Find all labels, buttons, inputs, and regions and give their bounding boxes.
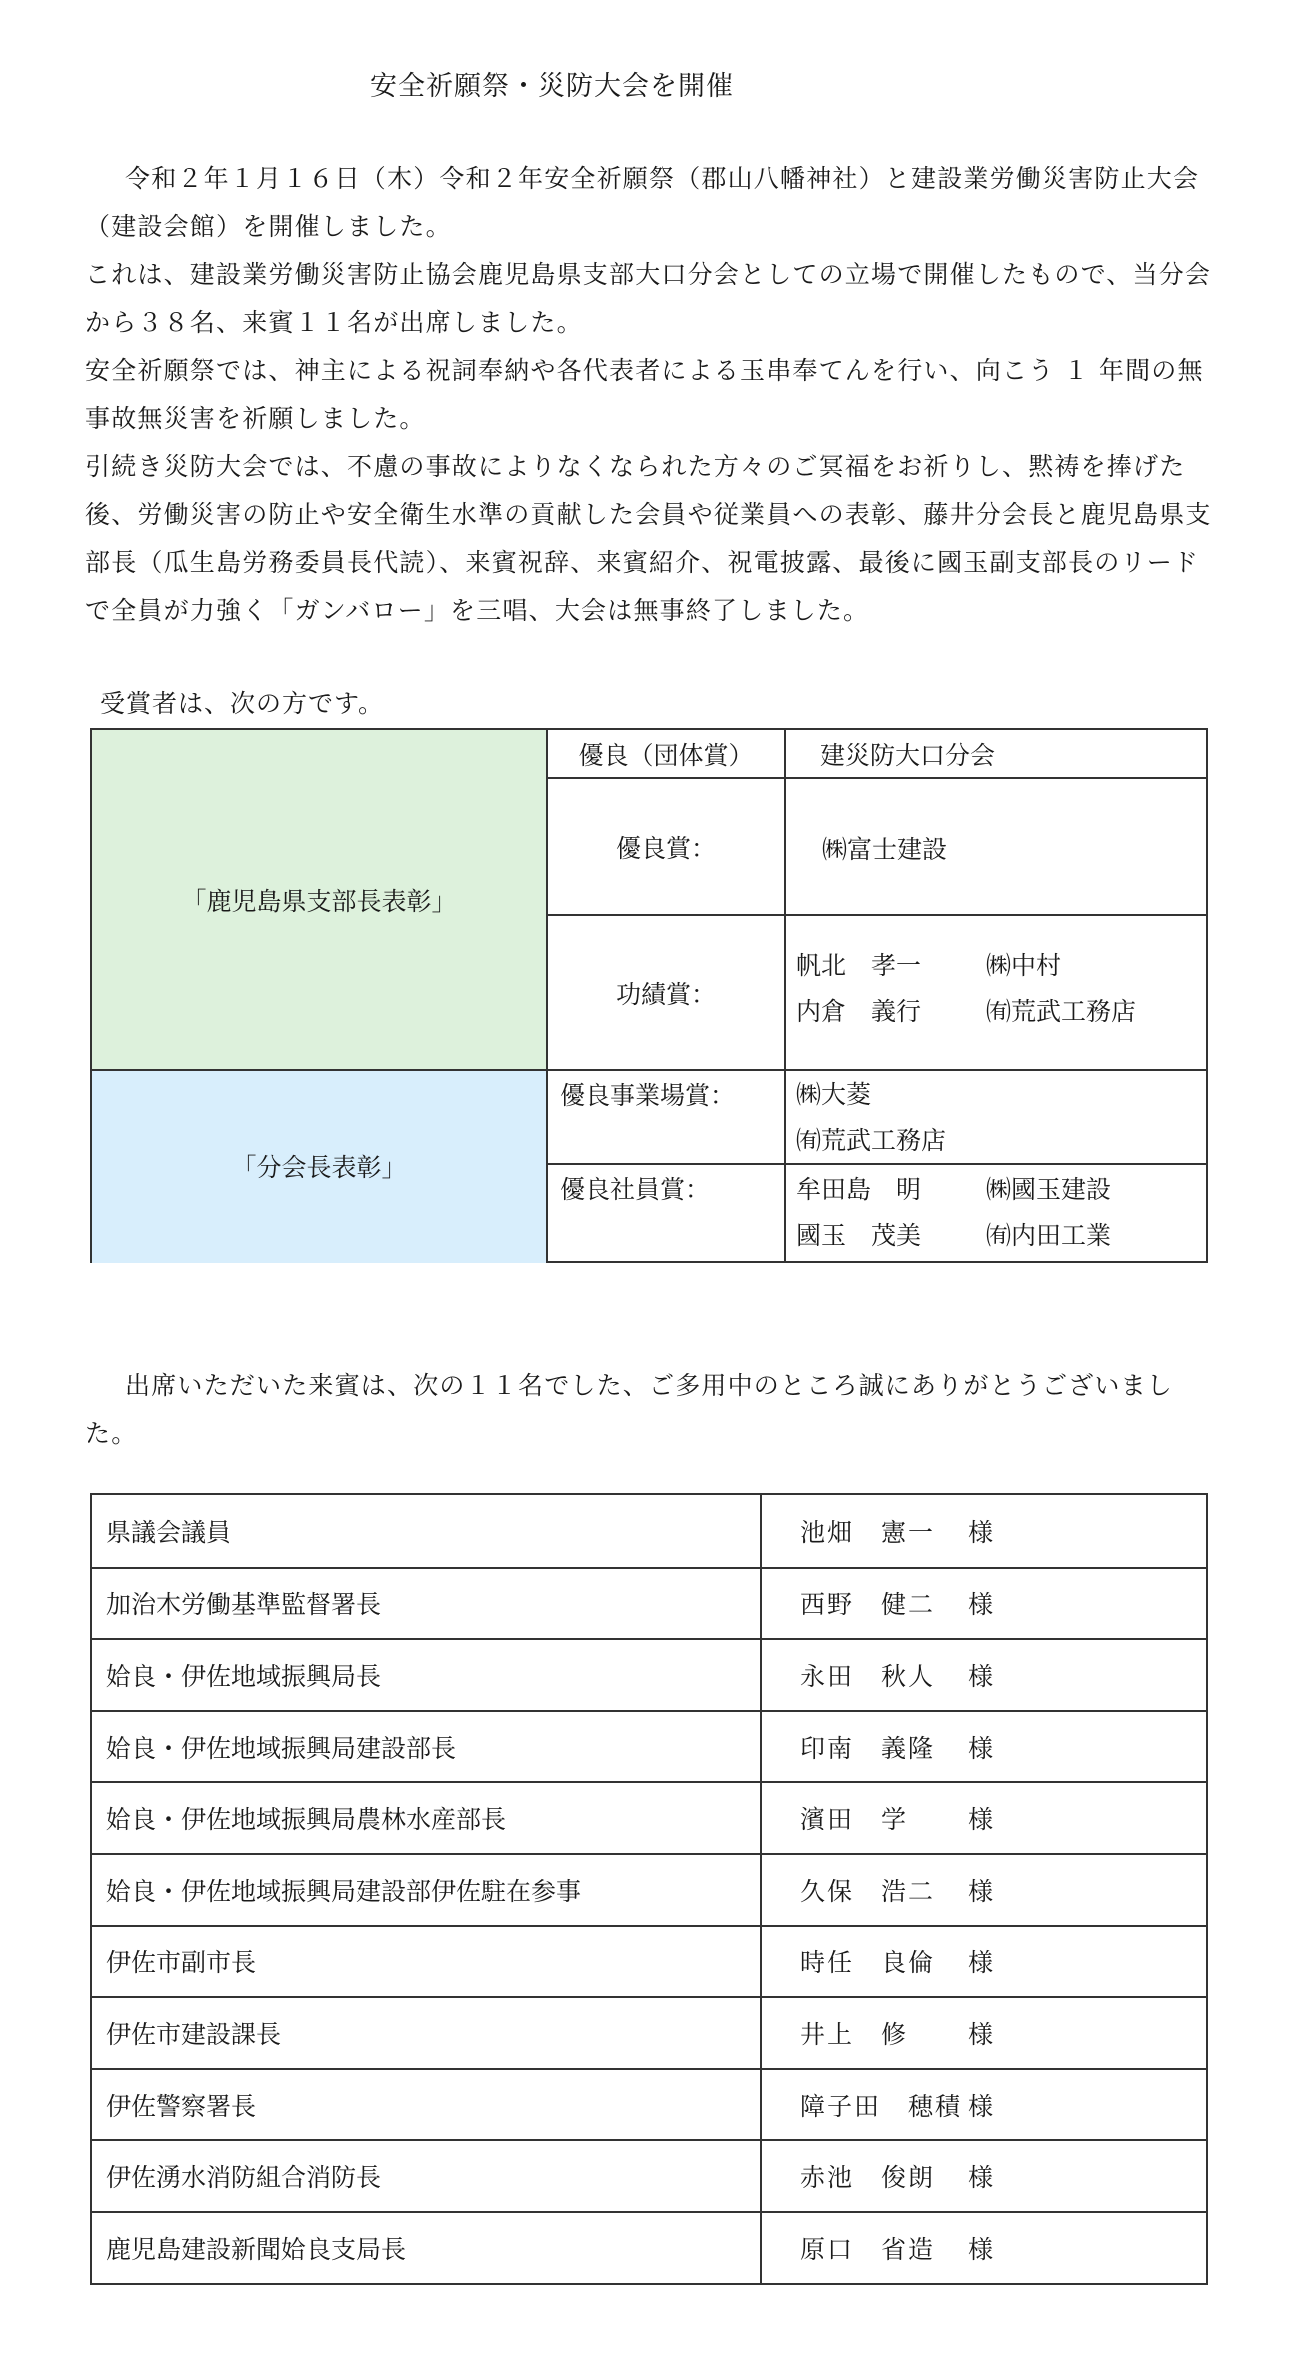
intro-paragraph: これは、建設業労働災害防止協会鹿児島県支部大口分会としての立場で開催したもので、当分会から３８名、来賓１１名が出席しました。 [85,260,1212,337]
guest-title: 伊佐湧水消防組合消防長 [92,2141,762,2211]
recipient-name: 内倉 義行 [796,997,922,1026]
table-row [92,1710,1206,1782]
guests-lead-text: 出席いただいた来賓は、次の１１名でした、ご多用中のところ誠にありがとうございました。 [85,1371,1174,1448]
award-group-branch [92,1069,546,1263]
table-row [92,1996,1206,2068]
guest-name: 濱田 学 [800,1805,909,1835]
guest-title: 伊佐警察署長 [92,2070,762,2140]
guest-name: 久保 浩二 [800,1876,936,1906]
guest-honorific: 様 [968,2019,994,2049]
guest-honorific: 様 [968,2163,994,2193]
award-label: 優良事業場賞： [560,1081,736,1110]
guest-honorific: 様 [968,1948,994,1978]
table-row [92,1781,1206,1853]
award-recipients [796,1072,946,1164]
award-label-text: 優良賞： [615,833,716,863]
recipient-company: ㈱中村 [986,951,1062,980]
intro-text [85,155,1225,635]
guests-lead [85,1362,1225,1458]
recipient-company: ㈲内田工業 [986,1221,1112,1250]
intro-paragraph: 引続き災防大会では、不慮の事故によりなくなられた方々のご冥福をお祈りし、黙祷を捧げた後、労働災害の防止や安全衛生水準の貢献した会員や従業員への表彰、藤井分会長と鹿児島県支部長（瓜生島労務委員長代読）、来賓祝辞、来賓紹介、祝電披露、最後に國玉副支部長のリードで全員が力強く「ガンバロー」を三唱、大会は無事終了しました。 [85,452,1212,625]
guest-name: 原口 省造 [800,2234,936,2264]
guest-name-cell [762,1569,1206,1639]
guest-honorific: 様 [968,1733,994,1763]
guest-honorific: 様 [968,2091,994,2121]
guest-name: 印南 義隆 [800,1733,936,1763]
guest-title: 姶良・伊佐地域振興局建設部長 [92,1712,762,1782]
guest-honorific: 様 [968,1876,994,1906]
guest-honorific: 様 [968,1805,994,1835]
guest-title: 姶良・伊佐地域振興局建設部伊佐駐在参事 [92,1855,762,1925]
guest-name: 障子田 穂積 [800,2091,963,2121]
guest-name-cell [762,1495,1206,1567]
award-group-label: 「鹿児島県支部長表彰」 [181,886,457,916]
guest-name-cell [762,2213,1206,2283]
table-row [92,1925,1206,1997]
award-recipient: 建災防大口分会 [820,741,996,770]
recipient-company: ㈲荒武工務店 [796,1126,947,1155]
guest-honorific: 様 [968,2234,994,2264]
intro-paragraph: 令和２年１月１６日（木）令和２年安全祈願祭（郡山八幡神社）と建設業労働災害防止大会（建設会館）を開催しました。 [85,164,1200,241]
table-row [92,1638,1206,1710]
guest-name-cell [762,1927,1206,1997]
guest-name: 時任 良倫 [800,1948,936,1978]
award-group-prefecture [92,730,546,1069]
guest-name-cell [762,1712,1206,1782]
guest-title: 鹿児島建設新聞姶良支局長 [92,2213,762,2283]
table-row [92,1853,1206,1925]
intro-paragraph: 安全祈願祭では、神主による祝詞奉納や各代表者による玉串奉てんを行い、向こう １ 年間の無事故無災害を祈願しました。 [85,356,1204,433]
guest-name: 永田 秋人 [800,1661,936,1691]
table-divider [784,730,786,1263]
table-row [92,2211,1206,2283]
guests-table [90,1493,1208,2285]
guest-title: 伊佐市副市長 [92,1927,762,1997]
award-recipient: ㈱富士建設 [822,835,948,864]
awards-table [90,728,1208,1263]
award-label: 優良（団体賞） [578,741,754,770]
award-label: 優良社員賞： [560,1175,711,1204]
guest-title: 姶良・伊佐地域振興局長 [92,1640,762,1710]
guest-name-cell [762,2070,1206,2140]
recipient-company: ㈲荒武工務店 [986,997,1137,1026]
guest-name-cell [762,2141,1206,2211]
recipient-name: 帆北 孝一 [796,951,922,980]
guest-name-cell [762,1998,1206,2068]
awards-lead: 受賞者は、次の方です。 [100,689,385,718]
table-divider [92,1069,1208,1071]
recipient-company: ㈱大菱 [796,1080,872,1109]
guest-name-cell [762,1783,1206,1853]
award-group-label: 「分会長表彰」 [231,1153,407,1182]
guest-name: 井上 修 [800,2019,909,2049]
award-label [548,916,784,1069]
guest-title: 伊佐市建設課長 [92,1998,762,2068]
guest-honorific: 様 [968,1590,994,1620]
award-label-text: 功績賞： [615,979,716,1009]
guest-honorific: 様 [968,1661,994,1691]
award-recipients [796,943,1136,1035]
guest-name: 西野 健二 [800,1590,936,1620]
recipient-company: ㈱國玉建設 [986,1175,1112,1204]
guest-title: 県議会議員 [92,1495,762,1567]
award-label [548,779,784,914]
guest-title: 姶良・伊佐地域振興局農林水産部長 [92,1783,762,1853]
recipient-name: 牟田島 明 [796,1175,922,1204]
page-title: 安全祈願祭・災防大会を開催 [370,71,734,102]
recipient-name: 國玉 茂美 [796,1221,922,1250]
table-row [92,2068,1206,2140]
table-row [92,1567,1206,1639]
guest-name: 赤池 俊朗 [800,2163,936,2193]
guest-name-cell [762,1640,1206,1710]
guest-honorific: 様 [968,1517,994,1547]
guest-name: 池畑 憲一 [800,1517,936,1547]
table-row [92,2139,1206,2211]
table-row [92,1495,1206,1567]
award-recipients [796,1167,1111,1259]
guest-name-cell [762,1855,1206,1925]
guest-title: 加治木労働基準監督署長 [92,1569,762,1639]
